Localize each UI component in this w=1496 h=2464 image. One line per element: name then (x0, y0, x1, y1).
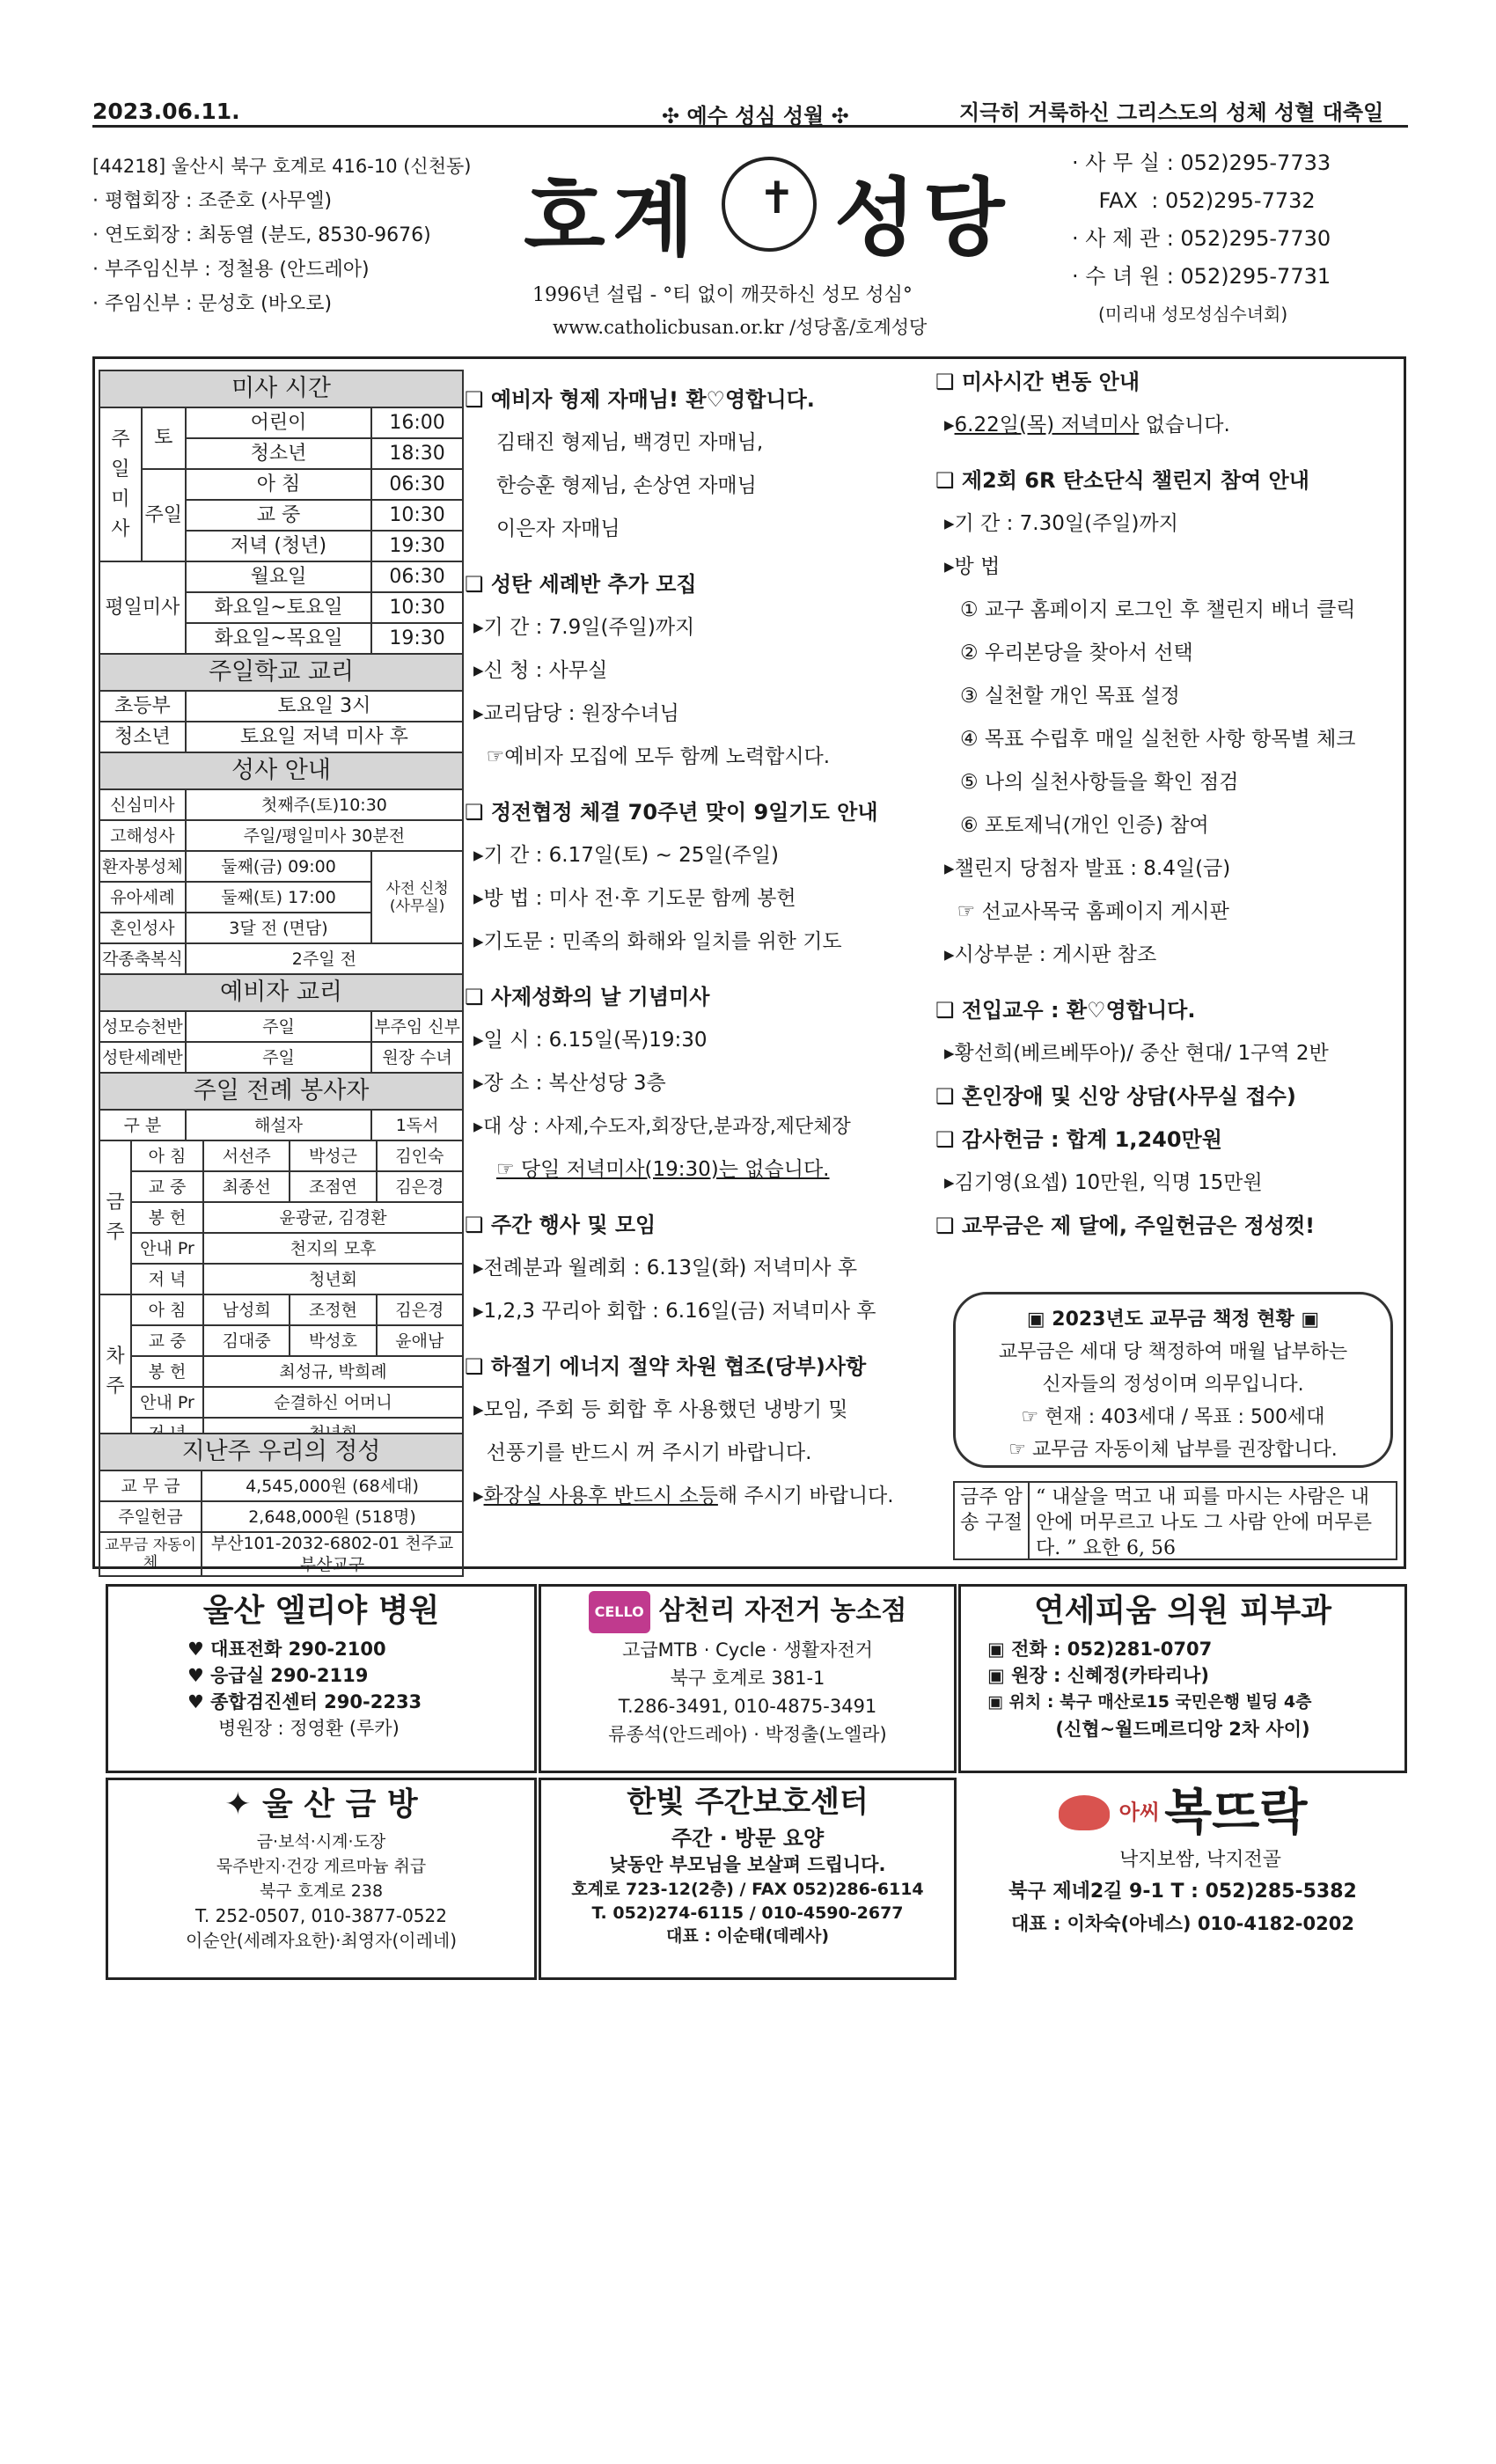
section-line: ▸시상부분 : 게시판 참조 (944, 943, 1157, 966)
ad-line: 북구 호계로 381-1 (670, 1668, 825, 1689)
section-title: ❑ 성탄 세례반 추가 모집 (465, 572, 697, 597)
server-role: 안내 Pr (131, 1233, 203, 1264)
saturday-label: 토 (142, 407, 186, 469)
sacrament-name: 유아세례 (99, 882, 186, 913)
server-name: 김은경 (377, 1171, 463, 1202)
ad-line: 대표 : 이차숙(아네스) 010-4182-0202 (1011, 1913, 1354, 1934)
ad-line: 낮동안 부모님을 보살펴 드립니다. (609, 1854, 886, 1875)
officer-line: · 부주임신부 : 정철용 (안드레아) (92, 259, 370, 281)
section-line: ▸모임, 주회 등 회합 후 사용했던 냉방기 및 (473, 1398, 848, 1421)
ad-name: 연세피움 의원 피부과 (1033, 1593, 1332, 1629)
challenge-step: ⑤ 나의 실천사항들을 확인 점검 (960, 771, 1239, 794)
contact-line: · 사 무 실 : 052)295-7733 (1072, 150, 1331, 175)
challenge-step: ① 교구 홈페이지 로그인 후 챌린지 배너 클릭 (960, 598, 1356, 621)
ad-name: 한빛 주간보호센터 (627, 1785, 869, 1820)
ad-line: 주간 · 방문 요양 (671, 1826, 825, 1851)
schedule-table (99, 370, 464, 1141)
offering-type: 주일헌금 (99, 1501, 202, 1532)
catechumen-title: 예비자 교리 (99, 974, 463, 1011)
middle-column (465, 378, 935, 1518)
section-title: ❑ 주간 행사 및 모임 (465, 1213, 656, 1237)
sunday-mass-label: 주일미사 (99, 407, 142, 561)
parish-title-left: 호계 (524, 168, 701, 268)
mass-time: 10:30 (371, 500, 463, 531)
sacrament-name: 혼인성사 (99, 913, 186, 943)
weekday-mass-label: 평일미사 (99, 561, 186, 654)
octopus-logo-icon (1059, 1795, 1110, 1830)
server-name: 조점연 (290, 1171, 376, 1202)
sacrament-name: 각종축복식 (99, 943, 186, 974)
cross-seal-icon: ✝ (722, 157, 817, 252)
memory-verse-box (953, 1481, 1397, 1560)
ad-line: T.286-3491, 010-4875-3491 (618, 1696, 877, 1717)
liturgical-feast: 지극히 거룩하신 그리스도의 성체 성혈 대축일 (959, 100, 1384, 125)
school-grade: 청소년 (99, 722, 186, 752)
offering-table (99, 1433, 464, 1577)
section-line: ▸황선희(베르베뚜아)/ 중산 현대/ 1구역 2반 (944, 1042, 1329, 1065)
parish-contacts (1072, 144, 1331, 334)
dues-line: ☞ 현재 : 403세대 / 목표 : 500세대 (1021, 1406, 1325, 1428)
mass-time: 06:30 (371, 561, 463, 592)
school-title: 주일학교 교리 (99, 654, 463, 691)
offering-title: 지난주 우리의 정성 (99, 1434, 463, 1470)
section-note: ☞ 당일 저녁미사(19:30)는 없습니다. (496, 1158, 830, 1181)
offering-amount: 4,545,000원 (68세대) (202, 1470, 463, 1501)
verse-label: 금주 암송 구절 (955, 1483, 1030, 1558)
server-name: 김대중 (203, 1325, 290, 1356)
mass-time: 19:30 (371, 531, 463, 561)
ad-line: 이순안(세례자요한)·최영자(이레네) (185, 1930, 458, 1951)
ad-elijah-hospital (106, 1584, 537, 1773)
server-name: 청년회 (203, 1264, 463, 1294)
cello-logo: CELLO (589, 1591, 650, 1633)
section-line: ▸기도문 : 민족의 화해와 일치를 위한 기도 (473, 930, 842, 953)
school-time: 토요일 저녁 미사 후 (186, 722, 463, 752)
server-name: 천지의 모후 (203, 1233, 463, 1264)
ad-line: 북구 제네2길 9-1 T : 052)285-5382 (1008, 1881, 1357, 1903)
ad-name: 삼천리 자전거 농소점 (658, 1595, 907, 1626)
officer-line: · 연도회장 : 최동열 (분도, 8530-9676) (92, 224, 431, 246)
sacrament-name: 신심미사 (99, 789, 186, 820)
server-name: 조정현 (290, 1294, 376, 1325)
ad-line: 묵주반지·건강 게르마늄 취급 (216, 1857, 427, 1876)
autopay-account: 부산101-2032-6802-01 천주교 부산교구 (202, 1532, 463, 1576)
ad-line: 고급MTB · Cycle · 생활자전거 (622, 1639, 873, 1661)
sacrament-name: 환자봉성체 (99, 851, 186, 882)
verse-text: “ 내살을 먹고 내 피를 마시는 사람은 내 안에 머무르고 나도 그 사람 안에 머무른다. ” 요한 6, 56 (1036, 1486, 1372, 1559)
section-line: ☞예비자 모집에 모두 함께 노력합시다. (473, 745, 831, 768)
liturgical-month: ✣ 예수 성심 성월 ✣ (662, 104, 849, 128)
server-name: 윤광균, 김경환 (203, 1202, 463, 1233)
challenge-step: ⑥ 포토제닉(개인 인증) 참여 (960, 814, 1209, 837)
mass-name: 화요일~토요일 (186, 592, 371, 623)
dues-status-box (953, 1292, 1393, 1468)
underlined-text: 화장실 사용후 반드시 소등 (483, 1485, 718, 1507)
section-line: ▸장 소 : 복산성당 3층 (473, 1072, 666, 1095)
ad-line: 북구 호계로 238 (259, 1881, 384, 1901)
contact-line: · 사 제 관 : 052)295-7730 (1072, 226, 1331, 251)
sacrament-time: 주일/평일미사 30분전 (186, 820, 463, 851)
catechumen-teacher: 원장 수녀 (371, 1042, 463, 1073)
servers-header: 해설자 (186, 1110, 371, 1140)
section-line: ▸1,2,3 꾸리아 회합 : 6.16일(금) 저녁미사 후 (473, 1300, 876, 1323)
school-grade: 초등부 (99, 691, 186, 722)
sacrament-time: 둘째(토) 17:00 (186, 882, 371, 913)
ad-hanbit-daycare (539, 1778, 957, 1980)
mass-time: 06:30 (371, 469, 463, 500)
contact-line: FAX : 052)295-7732 (1072, 188, 1316, 213)
server-name: 박성호 (290, 1325, 376, 1356)
catechumen-teacher: 부주임 신부 (371, 1011, 463, 1042)
convent-note: (미리내 성모성심수녀회) (1098, 304, 1288, 325)
mass-name: 어린이 (186, 407, 371, 438)
ad-name: 복뜨락 (1164, 1783, 1308, 1842)
dues-line: 신자들의 정성이며 의무입니다. (1042, 1374, 1304, 1396)
ad-line: 금·보석·시계·도장 (256, 1832, 386, 1852)
founded-line: 1996년 설립 - °티 없이 깨끗하신 성모 성심° (532, 284, 913, 306)
mass-name: 저녁 (청년) (186, 531, 371, 561)
sacrament-time: 3달 전 (면담) (186, 913, 371, 943)
server-role: 아 침 (131, 1294, 203, 1325)
catechumen-class: 성모승천반 (99, 1011, 186, 1042)
officer-line: · 평협회장 : 조준호 (사무엘) (92, 190, 333, 212)
line-rest: 없습니다. (1139, 414, 1230, 436)
mass-name: 화요일~목요일 (186, 623, 371, 654)
section-line: 선풍기를 반드시 꺼 주시기 바랍니다. (473, 1441, 812, 1464)
ad-line: T. 052)274-6115 / 010-4590-2677 (591, 1903, 904, 1923)
ad-title (541, 1587, 954, 1636)
ad-name: ✦ 울 산 금 방 (224, 1786, 418, 1822)
section-title: ❑ 혼인장애 및 신앙 상담(사무실 접수) (935, 1084, 1296, 1109)
mass-name: 교 중 (186, 500, 371, 531)
ad-line: 류종석(안드레아) · 박정출(노엘라) (608, 1724, 887, 1745)
mass-title: 미사 시간 (99, 370, 463, 407)
line-rest: 해 주시기 바랍니다. (717, 1485, 894, 1507)
section-title: ❑ 사제성화의 날 기념미사 (465, 985, 710, 1009)
offering-amount: 2,648,000원 (518명) (202, 1501, 463, 1532)
section-line: ☞ 선교사목국 홈페이지 게시판 (944, 900, 1229, 923)
section-line: 김태진 형제님, 백경민 자매님, (496, 431, 764, 454)
section-line: ▸기 간 : 7.9일(주일)까지 (473, 616, 695, 639)
section-line: ▸기 간 : 7.30일(주일)까지 (944, 512, 1178, 535)
next-week-label: 차주 (99, 1294, 131, 1448)
mass-name: 월요일 (186, 561, 371, 592)
bulletin-date: 2023.06.11. (92, 99, 240, 124)
section-line: ▸교리담당 : 원장수녀님 (473, 702, 679, 725)
mass-name: 청소년 (186, 438, 371, 469)
server-name: 남성희 (203, 1294, 290, 1325)
catechumen-class: 성탄세례반 (99, 1042, 186, 1073)
ad-line: 호계로 723-12(2층) / FAX 052)286-6114 (571, 1880, 924, 1899)
ad-samchully-bicycle (539, 1584, 957, 1773)
right-column (935, 361, 1406, 1248)
challenge-step: ④ 목표 수립후 매일 실천한 사항 항목별 체크 (960, 728, 1356, 751)
servers-header: 1독서 (371, 1110, 463, 1140)
section-line: 이은자 자매님 (496, 517, 620, 540)
ad-line: ▣ 위치 : 북구 매산로15 국민은행 빌딩 4층 (987, 1692, 1312, 1712)
mass-time: 10:30 (371, 592, 463, 623)
ad-name: 울산 엘리야 병원 (202, 1593, 440, 1629)
sacrament-time: 2주일 전 (186, 943, 463, 974)
mass-name: 아 침 (186, 469, 371, 500)
server-role: 저 녁 (131, 1264, 203, 1294)
parish-address: [44218] 울산시 북구 호계로 416-10 (신천동) (92, 156, 472, 177)
server-role: 봉 헌 (131, 1356, 203, 1387)
dues-line: ☞ 교무금 자동이체 납부를 권장합니다. (1008, 1439, 1338, 1461)
server-name: 박성근 (290, 1140, 376, 1171)
website-link[interactable]: www.catholicbusan.or.kr /성당홈/호계성당 (553, 317, 928, 338)
server-name: 김인숙 (377, 1140, 463, 1171)
server-name: 서선주 (203, 1140, 290, 1171)
server-name: 최성규, 박희례 (203, 1356, 463, 1387)
contact-line: · 수 녀 원 : 052)295-7731 (1072, 264, 1331, 289)
catechumen-day: 주일 (186, 1011, 371, 1042)
section-title: ❑ 정전협정 체결 70주년 맞이 9일기도 안내 (465, 800, 878, 825)
ad-line: T. 252-0507, 010-3877-0522 (195, 1905, 447, 1926)
sacrament-note: 사전 신청 (사무실) (371, 851, 463, 943)
ad-line: (신협~월드메르디앙 2차 사이) (1055, 1719, 1310, 1740)
ad-ulsan-jewelry (106, 1778, 537, 1980)
ad-title (958, 1778, 1407, 1846)
ad-name-prefix: 아씨 (1118, 1800, 1161, 1825)
server-name: 윤애남 (377, 1325, 463, 1356)
section-title: ❑ 전입교우 : 환♡영합니다. (935, 998, 1196, 1023)
ad-line: 낙지보쌈, 낙지전골 (1118, 1849, 1281, 1871)
server-role: 아 침 (131, 1140, 203, 1171)
ad-line: ♥ 대표전화 290-2100 (187, 1639, 386, 1660)
sacrament-time: 첫째주(토)10:30 (186, 789, 463, 820)
section-title: ❑ 제2회 6R 탄소단식 챌린지 참여 안내 (935, 468, 1309, 493)
server-role: 교 중 (131, 1171, 203, 1202)
underlined-text: 6.22일(목) 저녁미사 (954, 414, 1140, 436)
section-line: ▸신 청 : 사무실 (473, 659, 608, 682)
server-role: 교 중 (131, 1325, 203, 1356)
server-name: 김은경 (377, 1294, 463, 1325)
section-line: ▸일 시 : 6.15일(목)19:30 (473, 1029, 708, 1052)
dues-line: 교무금은 세대 당 책정하여 매월 납부하는 (998, 1341, 1348, 1363)
dues-title: ▣ 2023년도 교무금 책정 현황 ▣ (1026, 1309, 1320, 1331)
sacrament-title: 성사 안내 (99, 752, 463, 789)
ad-line: 병원장 : 정영환 (루카) (218, 1718, 400, 1739)
ad-line: ♥ 종합검진센터 290-2233 (187, 1691, 422, 1712)
catechumen-day: 주일 (186, 1042, 371, 1073)
mass-time: 18:30 (371, 438, 463, 469)
server-name: 최종선 (203, 1171, 290, 1202)
servers-title: 주일 전례 봉사자 (99, 1073, 463, 1110)
officer-line: · 주임신부 : 문성호 (바오로) (92, 293, 333, 315)
server-role: 봉 헌 (131, 1202, 203, 1233)
section-title: ❑ 교무금은 제 달에, 주일헌금은 정성껏! (935, 1214, 1316, 1238)
autopay-label: 교무금 자동이체 (99, 1532, 202, 1576)
ad-line: ▣ 전화 : 052)281-0707 (987, 1639, 1213, 1660)
section-line: 한승훈 형제님, 손상연 자매님 (496, 474, 757, 497)
school-time: 토요일 3시 (186, 691, 463, 722)
section-title: ❑ 예비자 형제 자매님! 환♡영합니다. (465, 387, 815, 412)
section-line: ▸방 법 (944, 555, 1001, 578)
ad-line: 대표 : 이순태(데레사) (665, 1926, 830, 1946)
servers-table (99, 1140, 464, 1449)
section-title: ❑ 미사시간 변동 안내 (935, 370, 1140, 394)
section-line: ▸챌린지 당첨자 발표 : 8.4일(금) (944, 857, 1231, 880)
offering-type: 교 무 금 (99, 1470, 202, 1501)
mass-time: 16:00 (371, 407, 463, 438)
section-line: ▸6.22일(목) 저녁미사 없습니다. (944, 414, 1230, 436)
ad-line: ♥ 응급실 290-2119 (187, 1665, 369, 1686)
sacrament-name: 고해성사 (99, 820, 186, 851)
this-week-label: 금주 (99, 1140, 131, 1294)
ad-bokddeurak-restaurant (958, 1778, 1407, 1980)
parish-officers (92, 150, 471, 321)
section-line: ▸대 상 : 사제,수도자,회장단,분과장,제단체장 (473, 1116, 851, 1138)
section-title: ❑ 하절기 에너지 절약 차원 협조(당부)사항 (465, 1354, 867, 1379)
parish-title-right: 성당 (834, 168, 1012, 268)
section-line: ▸방 법 : 미사 전·후 기도문 함께 봉헌 (473, 887, 796, 910)
section-title: ❑ 감사헌금 : 합계 1,240만원 (935, 1127, 1222, 1152)
section-line: ▸전례분과 월례회 : 6.13일(화) 저녁미사 후 (473, 1257, 858, 1280)
section-line: ▸기 간 : 6.17일(토) ~ 25일(주일) (473, 844, 780, 867)
section-line: ▸화장실 사용후 반드시 소등해 주시기 바랍니다. (473, 1485, 894, 1507)
challenge-step: ③ 실천할 개인 목표 설정 (960, 685, 1180, 708)
sacrament-time: 둘째(금) 09:00 (186, 851, 371, 882)
top-divider (92, 125, 1408, 128)
mass-time: 19:30 (371, 623, 463, 654)
servers-header: 구 분 (99, 1110, 186, 1140)
ad-line: ▣ 원장 : 신혜정(카타리나) (987, 1665, 1209, 1686)
ad-yonsei-pium-clinic (958, 1584, 1407, 1773)
section-line: ▸김기영(요셉) 10만원, 익명 15만원 (944, 1171, 1263, 1194)
server-role: 안내 Pr (131, 1387, 203, 1418)
challenge-step: ② 우리본당을 찾아서 선택 (960, 642, 1193, 664)
server-name: 순결하신 어머니 (203, 1387, 463, 1418)
sunday-label: 주일 (142, 469, 186, 561)
